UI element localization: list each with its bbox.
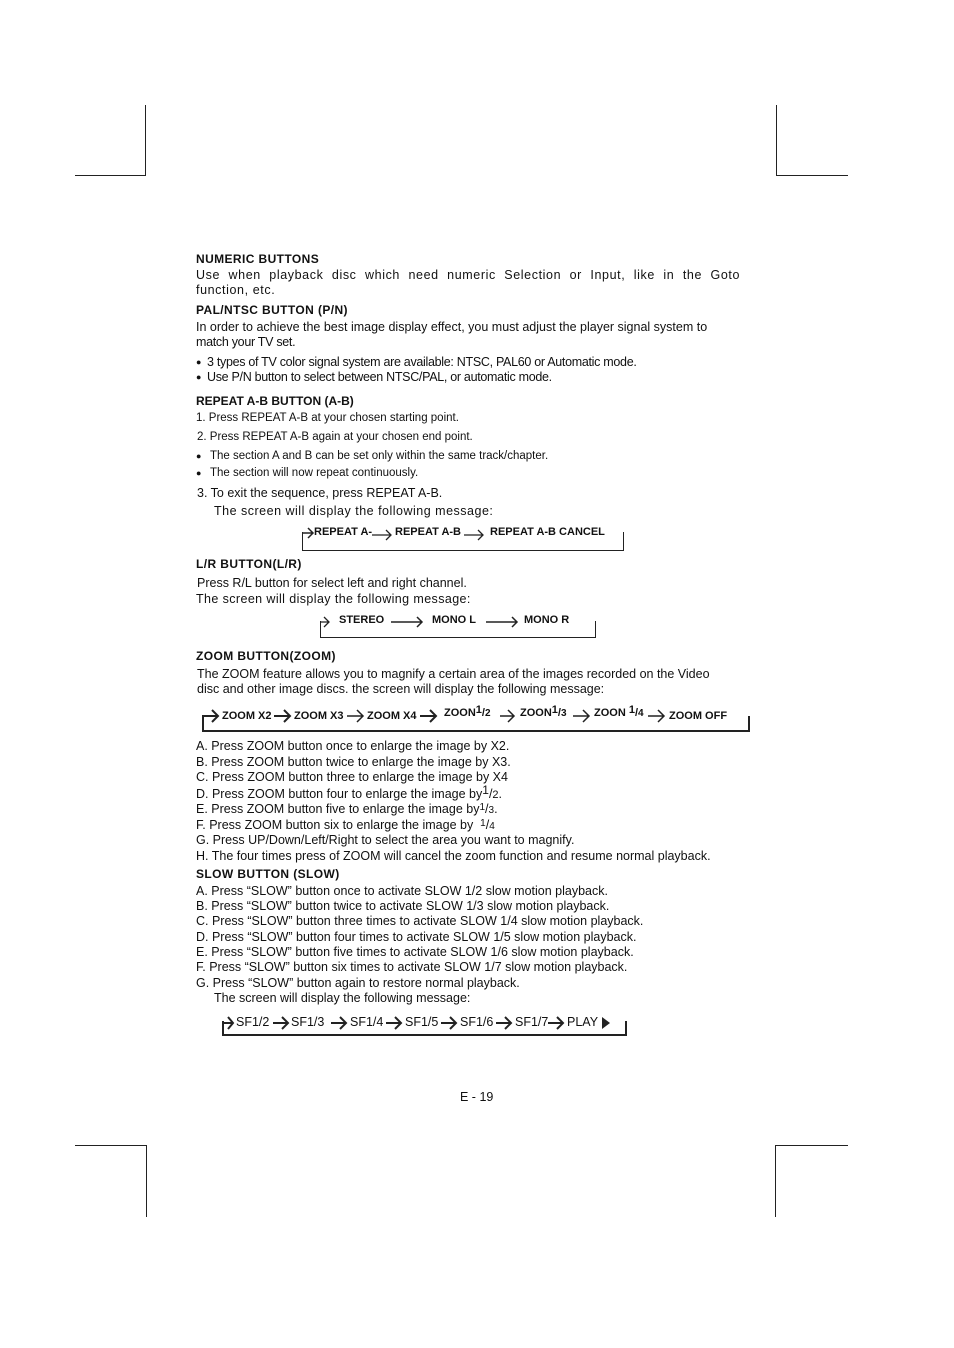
flow-label: PLAY <box>567 1015 599 1029</box>
slow-item-f: F. Press “SLOW” button six times to activate SLOW 1/7 slow motion playback. <box>196 960 628 974</box>
lr-flow-diagram <box>318 613 598 635</box>
repeat-msg: The screen will display the following message: <box>214 504 494 518</box>
repeat-bullet2: The section will now repeat continuously. <box>210 467 419 479</box>
zoom-item-c: C. Press ZOOM button three to enlarge the image by X4 <box>196 770 508 784</box>
flow-label: REPEAT A-B <box>395 526 461 538</box>
numeric-line1: Use when playback disc which need numeric Selection or Input, like in the Goto <box>196 268 740 282</box>
repeat-flow-diagram <box>300 526 626 548</box>
zoom-item-b: B. Press ZOOM button twice to enlarge the image by X3. <box>196 755 511 769</box>
flow-label: SF1/2 <box>236 1015 270 1029</box>
flow-label: SF1/7 <box>515 1015 549 1029</box>
section-title-slow: SLOW BUTTON (SLOW) <box>196 867 340 881</box>
palntsc-bullet2: Use P/N button to select between NTSC/PAL, or automatic mode. <box>207 370 552 384</box>
zoom-line2: disc and other image discs. the screen will display the following message: <box>197 682 605 696</box>
zoom-item-a: A. Press ZOOM button once to enlarge the image by X2. <box>196 739 510 753</box>
crop-mark <box>146 1145 147 1217</box>
bullet-icon: ● <box>196 468 202 478</box>
flow-label: SF1/5 <box>405 1015 439 1029</box>
fraction-numerator: 1 <box>479 802 486 813</box>
fraction-numerator: 1 <box>475 704 482 716</box>
play-triangle-icon <box>602 1017 610 1029</box>
repeat-step2: 2. Press REPEAT A-B again at your chosen end point. <box>197 431 473 443</box>
crop-mark <box>145 105 146 175</box>
repeat-step1: 1. Press REPEAT A-B at your chosen starting point. <box>196 412 459 424</box>
arrow-right-icon <box>274 709 294 723</box>
section-title-repeat: REPEAT A-B BUTTON (A-B) <box>196 394 354 408</box>
slow-item-b: B. Press “SLOW” button twice to activate SLOW 1/3 slow motion playback. <box>196 899 610 913</box>
arrow-right-icon <box>347 709 367 723</box>
arrow-right-icon <box>496 1016 514 1030</box>
palntsc-line1: In order to achieve the best image display effect, you must adjust the player signal system to <box>196 320 708 334</box>
page-number: E - 19 <box>460 1090 494 1104</box>
palntsc-line2: match your TV set. <box>196 335 296 349</box>
zoom-item-d-text: D. Press ZOOM button four to enlarge the image by <box>196 787 483 801</box>
flow-label: ZOON 1/4 <box>594 704 644 719</box>
section-title-lr: L/R BUTTON(L/R) <box>196 557 302 571</box>
zoom-flow-diagram <box>200 706 750 734</box>
fraction-denominator: 2 <box>484 708 491 719</box>
fraction-denominator: 4 <box>638 708 644 719</box>
fraction-denominator: 3 <box>560 708 567 719</box>
zoom-item-f: F. Press ZOOM button six to enlarge the image by $^1$/4 <box>196 818 495 832</box>
arrow-right-icon <box>331 1016 349 1030</box>
flow-label: ZOOM X2 <box>222 710 272 722</box>
fraction-numerator: 1 <box>551 704 558 716</box>
zoon-text: ZOON <box>520 707 552 719</box>
fraction-numerator: 1 <box>628 704 635 716</box>
zoon-text: ZOON <box>594 707 626 719</box>
flow-label: SF1/6 <box>460 1015 494 1029</box>
flow-label: REPEAT A- <box>314 526 373 538</box>
arrow-right-icon <box>420 709 440 723</box>
zoom-item-d: D. Press ZOOM button four to enlarge the image by1/2. <box>196 783 503 801</box>
flow-label: STEREO <box>339 614 385 626</box>
slow-item-e: E. Press “SLOW” button five times to activate SLOW 1/6 slow motion playback. <box>196 945 634 959</box>
zoom-item-h: H. The four times press of ZOOM will cancel the zoom function and resume normal playback. <box>196 849 711 863</box>
bullet-icon: ● <box>196 372 202 382</box>
flow-label: ZOOM OFF <box>669 710 728 722</box>
slow-flow-diagram <box>220 1013 628 1037</box>
zoom-line1: The ZOOM feature allows you to magnify a certain area of the images recorded on the Video <box>197 667 710 681</box>
arrow-right-icon <box>222 1016 236 1030</box>
zoom-item-e-text: E. Press ZOOM button five to enlarge the image by <box>196 802 480 816</box>
section-title-palntsc: PAL/NTSC BUTTON (P/N) <box>196 303 348 317</box>
flow-label: SF1/3 <box>291 1015 325 1029</box>
flow-label: REPEAT A-B CANCEL <box>490 526 605 538</box>
arrow-right-icon <box>386 1016 404 1030</box>
arrow-right-icon <box>441 1016 459 1030</box>
lr-line2: The screen will display the following message: <box>196 592 471 606</box>
crop-mark <box>75 175 146 176</box>
arrow-right-icon <box>648 709 668 723</box>
section-title-zoom: ZOOM BUTTON(ZOOM) <box>196 649 336 663</box>
zoon-text: ZOON <box>444 707 476 719</box>
zoom-item-g: G. Press UP/Down/Left/Right to select the area you want to magnify. <box>196 833 575 847</box>
lr-line1: Press R/L button for select left and right channel. <box>197 576 467 590</box>
crop-mark <box>75 1145 146 1146</box>
zoom-item-f-text: F. Press ZOOM button six to enlarge the image by <box>196 818 474 832</box>
arrow-right-icon <box>548 1016 566 1030</box>
palntsc-bullet1: 3 types of TV color signal system are available: NTSC, PAL60 or Automatic mode. <box>207 355 637 369</box>
slow-msg: The screen will display the following message: <box>214 991 471 1005</box>
flow-label: ZOOM X4 <box>367 710 417 722</box>
fraction-denominator: 4 <box>489 821 495 832</box>
slow-item-c: C. Press “SLOW” button three times to activate SLOW 1/4 slow motion playback. <box>196 914 644 928</box>
arrow-right-icon <box>464 529 486 541</box>
flow-label: MONO L <box>432 614 476 626</box>
section-title-numeric: NUMERIC BUTTONS <box>196 252 320 266</box>
crop-mark <box>776 175 848 176</box>
flow-label: ZOON1/3 <box>520 704 567 719</box>
arrow-right-icon <box>202 709 222 723</box>
slow-item-g: G. Press “SLOW” button again to restore normal playback. <box>196 976 520 990</box>
crop-mark <box>775 1145 776 1217</box>
repeat-step3: 3. To exit the sequence, press REPEAT A-B. <box>197 486 443 500</box>
flow-label: ZOOM X3 <box>294 710 344 722</box>
fraction-numerator: 1 <box>480 818 486 829</box>
arrow-right-icon <box>273 1016 291 1030</box>
flow-label: MONO R <box>524 614 570 626</box>
crop-mark <box>776 1145 848 1146</box>
numeric-line2: function, etc. <box>196 283 276 297</box>
fraction-numerator: 1 <box>482 783 489 797</box>
zoom-item-e: E. Press ZOOM button five to enlarge the image $by^1/3$. <box>196 802 498 816</box>
arrow-right-icon <box>486 616 520 628</box>
fraction-denominator: 2 <box>492 789 499 801</box>
bullet-icon: ● <box>196 357 202 367</box>
slow-item-d: D. Press “SLOW” button four times to activate SLOW 1/5 slow motion playback. <box>196 930 637 944</box>
arrow-right-icon <box>372 529 394 541</box>
arrow-right-icon <box>573 709 593 723</box>
fraction-denominator: 3 <box>488 805 495 816</box>
repeat-bullet1: The section A and B can be set only within the same track/chapter. <box>210 450 549 462</box>
slow-item-a: A. Press “SLOW” button once to activate SLOW 1/2 slow motion playback. <box>196 884 608 898</box>
flow-label: ZOON1/2 <box>444 704 491 719</box>
bullet-icon: ● <box>196 451 202 461</box>
arrow-right-icon <box>500 709 518 723</box>
arrow-right-icon <box>391 616 425 628</box>
flow-label: SF1/4 <box>350 1015 384 1029</box>
crop-mark <box>776 105 777 175</box>
arrow-right-icon <box>320 616 332 628</box>
